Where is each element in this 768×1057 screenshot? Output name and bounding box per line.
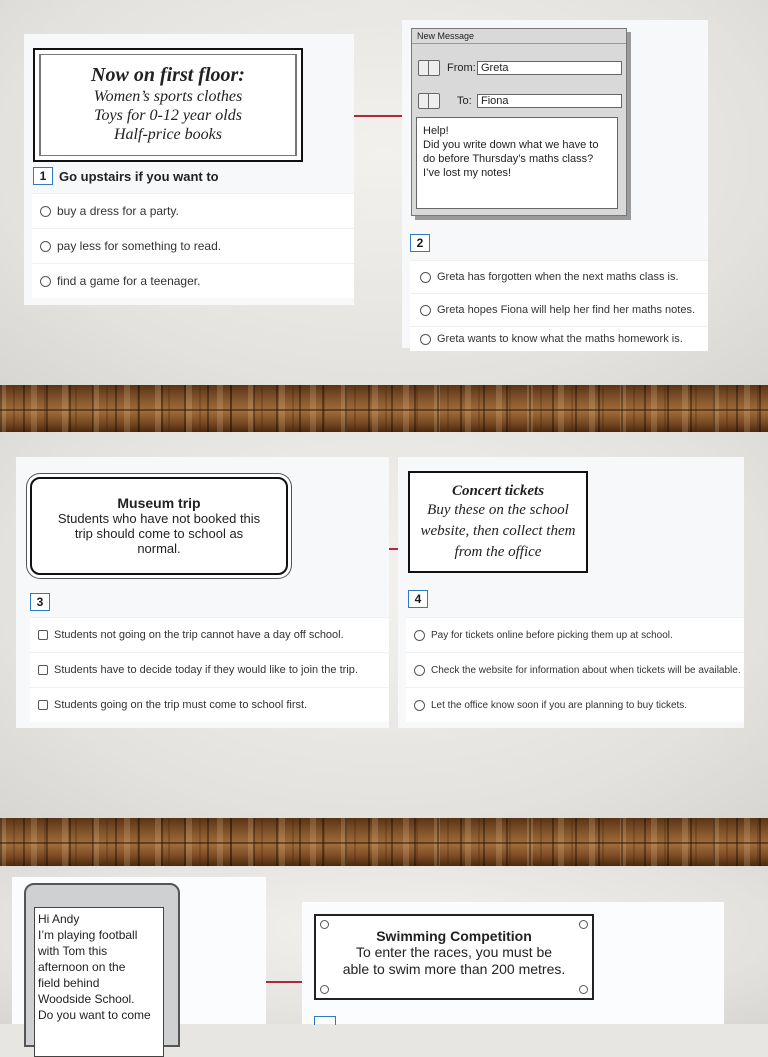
option-c[interactable] xyxy=(410,326,708,351)
message-line: Did you write down what we have to xyxy=(423,139,599,151)
sign-line: website, then collect them xyxy=(420,523,576,539)
question-header xyxy=(30,593,50,611)
wood-floor-divider xyxy=(0,385,768,432)
question-number: 1 xyxy=(33,167,53,185)
sign-heading: Concert tickets xyxy=(451,483,545,499)
option-label: Greta wants to know what the maths homework is. xyxy=(437,333,683,345)
connector-line xyxy=(388,548,398,550)
sign-heading: Swimming Competition xyxy=(376,928,532,944)
message-line: afternoon on the xyxy=(38,960,126,974)
radio-icon[interactable] xyxy=(420,305,431,316)
message-line: Hi Andy xyxy=(38,912,80,926)
question-3-card xyxy=(16,457,389,728)
option-label: Greta hopes Fiona will help her find her maths notes. xyxy=(437,304,696,316)
radio-icon[interactable] xyxy=(414,665,425,676)
options-list xyxy=(32,193,354,298)
option-label: find a game for a teenager. xyxy=(57,274,201,288)
sign-line: Half-price books xyxy=(114,126,222,143)
sign-line: normal. xyxy=(137,541,181,556)
option-a[interactable] xyxy=(410,260,708,293)
connector-line xyxy=(266,981,302,983)
radio-icon[interactable] xyxy=(420,334,431,345)
sign-heading: Museum trip xyxy=(117,495,201,511)
question-number: 3 xyxy=(30,593,50,611)
radio-icon[interactable] xyxy=(414,630,425,641)
address-book-icon xyxy=(418,60,440,76)
screw-icon xyxy=(320,985,329,994)
question-number: 2 xyxy=(410,234,430,252)
sign-line: able to swim more than 200 metres. xyxy=(342,961,566,977)
message-body[interactable] xyxy=(416,117,618,209)
option-label: Check the website for information about when tickets will be available. xyxy=(431,664,741,676)
screw-icon xyxy=(579,920,588,929)
option-a[interactable] xyxy=(30,617,389,652)
window-title: New Message xyxy=(412,29,626,44)
to-row xyxy=(418,93,622,109)
email-window xyxy=(411,28,627,216)
option-c[interactable] xyxy=(406,687,744,722)
connector-line xyxy=(354,115,402,117)
phone-screen xyxy=(34,907,164,1057)
options-list xyxy=(410,260,708,351)
option-c[interactable] xyxy=(30,687,389,722)
question-4-card xyxy=(398,457,744,728)
address-book-icon xyxy=(418,93,440,109)
options-list xyxy=(30,617,389,722)
question-6-card xyxy=(302,902,724,1024)
screw-icon xyxy=(320,920,329,929)
option-label: Let the office know soon if you are planning to buy tickets. xyxy=(431,699,688,711)
option-b[interactable] xyxy=(32,228,354,263)
option-c[interactable] xyxy=(32,263,354,298)
sign-line: Buy these on the school xyxy=(427,502,569,518)
message-line: Woodside School. xyxy=(38,992,135,1006)
to-field[interactable]: Fiona xyxy=(477,94,622,108)
notice-sign xyxy=(30,477,288,575)
radio-icon[interactable] xyxy=(40,241,51,252)
screw-icon xyxy=(579,985,588,994)
option-b[interactable] xyxy=(410,293,708,326)
message-line: I’m playing football xyxy=(38,928,138,942)
sign-heading: Now on first floor: xyxy=(91,64,245,86)
option-label: Students have to decide today if they would like to join the trip. xyxy=(54,664,358,676)
question-header xyxy=(410,234,430,252)
message-line: Help! xyxy=(423,125,449,137)
checkbox-icon[interactable] xyxy=(38,665,48,675)
sign-line: To enter the races, you must be xyxy=(355,944,553,960)
option-label: buy a dress for a party. xyxy=(57,204,179,218)
message-line: do before Thursday’s maths class? xyxy=(423,153,594,165)
option-a[interactable] xyxy=(32,193,354,228)
from-label: From: xyxy=(447,62,476,74)
checkbox-icon[interactable] xyxy=(38,630,48,640)
radio-icon[interactable] xyxy=(414,700,425,711)
option-label: pay less for something to read. xyxy=(57,239,222,253)
from-field[interactable]: Greta xyxy=(477,61,622,75)
options-list xyxy=(406,617,744,722)
radio-icon[interactable] xyxy=(40,276,51,287)
question-1-card xyxy=(24,34,354,305)
concert-sign xyxy=(408,471,588,573)
message-line: I’ve lost my notes! xyxy=(423,167,512,179)
option-b[interactable] xyxy=(406,652,744,687)
to-label: To: xyxy=(457,95,472,107)
phone-device xyxy=(24,883,180,1047)
option-label: Students going on the trip must come to school first. xyxy=(54,699,308,711)
question-5-card xyxy=(12,877,266,1024)
sign-line: Toys for 0-12 year olds xyxy=(94,107,242,124)
message-line: with Tom this xyxy=(38,944,108,958)
option-label: Students not going on the trip cannot have a day off school. xyxy=(54,629,344,641)
radio-icon[interactable] xyxy=(420,272,431,283)
sign-line: Students who have not booked this xyxy=(57,511,261,526)
store-sign xyxy=(33,48,303,162)
option-a[interactable] xyxy=(406,617,744,652)
message-line: field behind xyxy=(38,976,100,990)
question-header xyxy=(408,590,428,608)
question-number: 4 xyxy=(408,590,428,608)
question-2-card xyxy=(402,20,708,348)
question-header xyxy=(33,167,219,185)
sign-line: from the office xyxy=(454,544,542,560)
message-line: Do you want to come xyxy=(38,1008,151,1022)
checkbox-icon[interactable] xyxy=(38,700,48,710)
option-label: Pay for tickets online before picking them up at school. xyxy=(431,629,673,641)
sign-line: trip should come to school as xyxy=(74,526,244,541)
question-text: Go upstairs if you want to xyxy=(59,168,219,184)
option-label: Greta has forgotten when the next maths class is. xyxy=(437,271,679,283)
from-row xyxy=(418,60,622,76)
swimming-sign xyxy=(314,914,594,1000)
radio-icon[interactable] xyxy=(40,206,51,217)
wood-floor-divider xyxy=(0,818,768,866)
option-b[interactable] xyxy=(30,652,389,687)
sign-line: Women’s sports clothes xyxy=(93,88,243,105)
